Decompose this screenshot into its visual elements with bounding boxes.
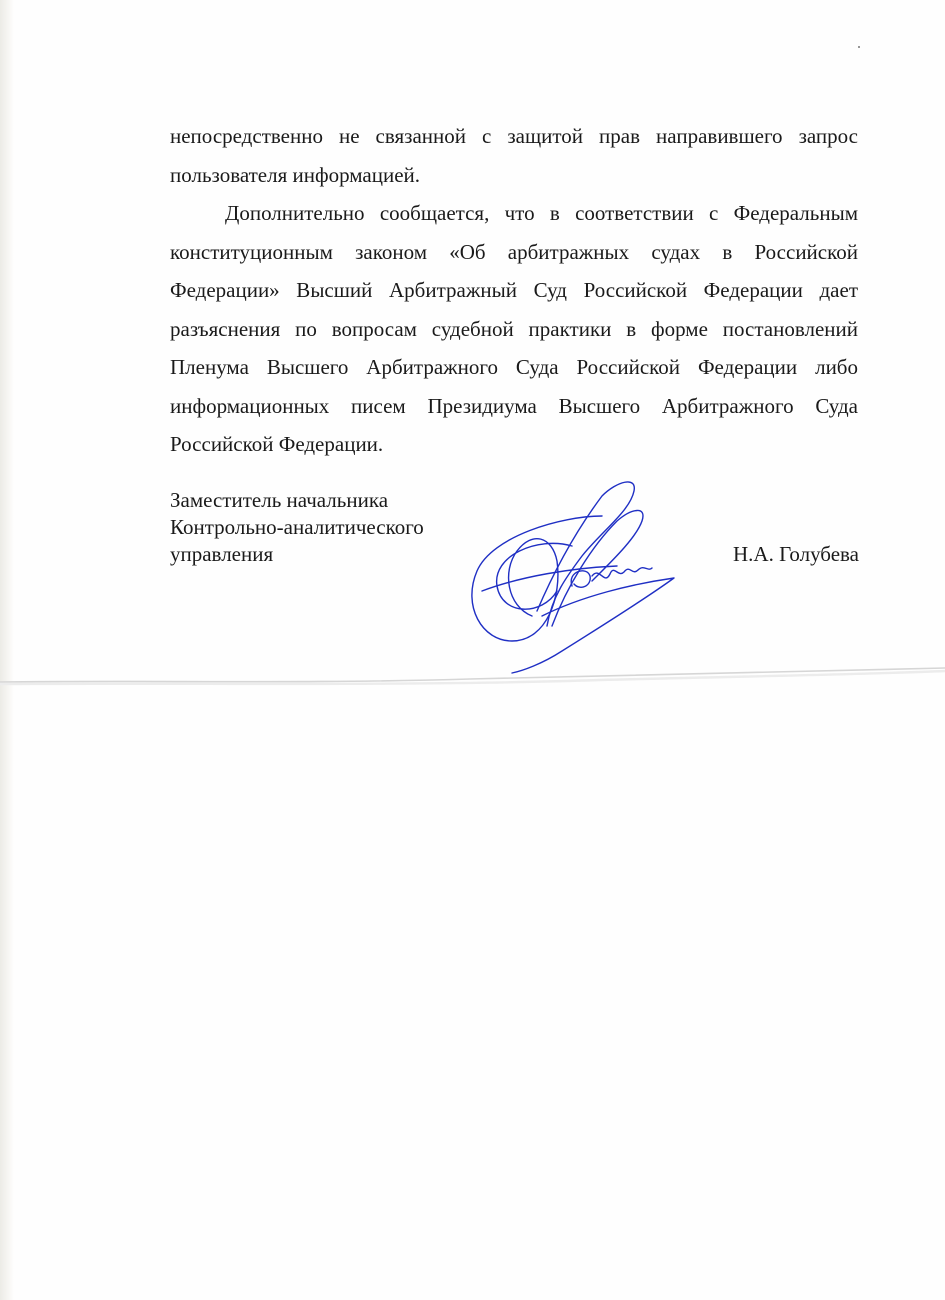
- scan-speck: [858, 46, 860, 48]
- paragraph-continuation: непосредственно не связанной с защитой прав направившего запрос пользователя информацией.: [170, 124, 858, 187]
- signer-position: [170, 487, 424, 568]
- signer-name: Н.А. Голубева: [733, 542, 859, 566]
- paragraph-additional-info: Дополнительно сообщается, что в соответствии с Федеральным конституционным законом «Об арбитражных судах в Российской Федерации» Высший Арбитражный Суд Российской Федерации дает разъяснения по вопросам судебной практики в форме постановлений Пленума Высшего Арбитражного Суда Российской Федерации либо информационных писем Президиума Высшего Арбитражного Суда Российской Федерации.: [170, 201, 858, 456]
- signature-upstroke: [537, 482, 634, 626]
- signature-flourish: [512, 578, 674, 673]
- signature-loop-outer: [472, 516, 602, 641]
- signer-position-line3: управления: [170, 542, 274, 566]
- signer-position-line2: Контрольно-аналитического: [170, 515, 424, 539]
- scan-edge-shadow: [0, 0, 14, 1300]
- handwritten-signature: [452, 476, 682, 676]
- signature-cross-stroke: [482, 566, 617, 591]
- signer-position-line1: Заместитель начальника: [170, 488, 389, 512]
- paper-fold-line: [0, 662, 945, 690]
- letter-body: [170, 117, 858, 464]
